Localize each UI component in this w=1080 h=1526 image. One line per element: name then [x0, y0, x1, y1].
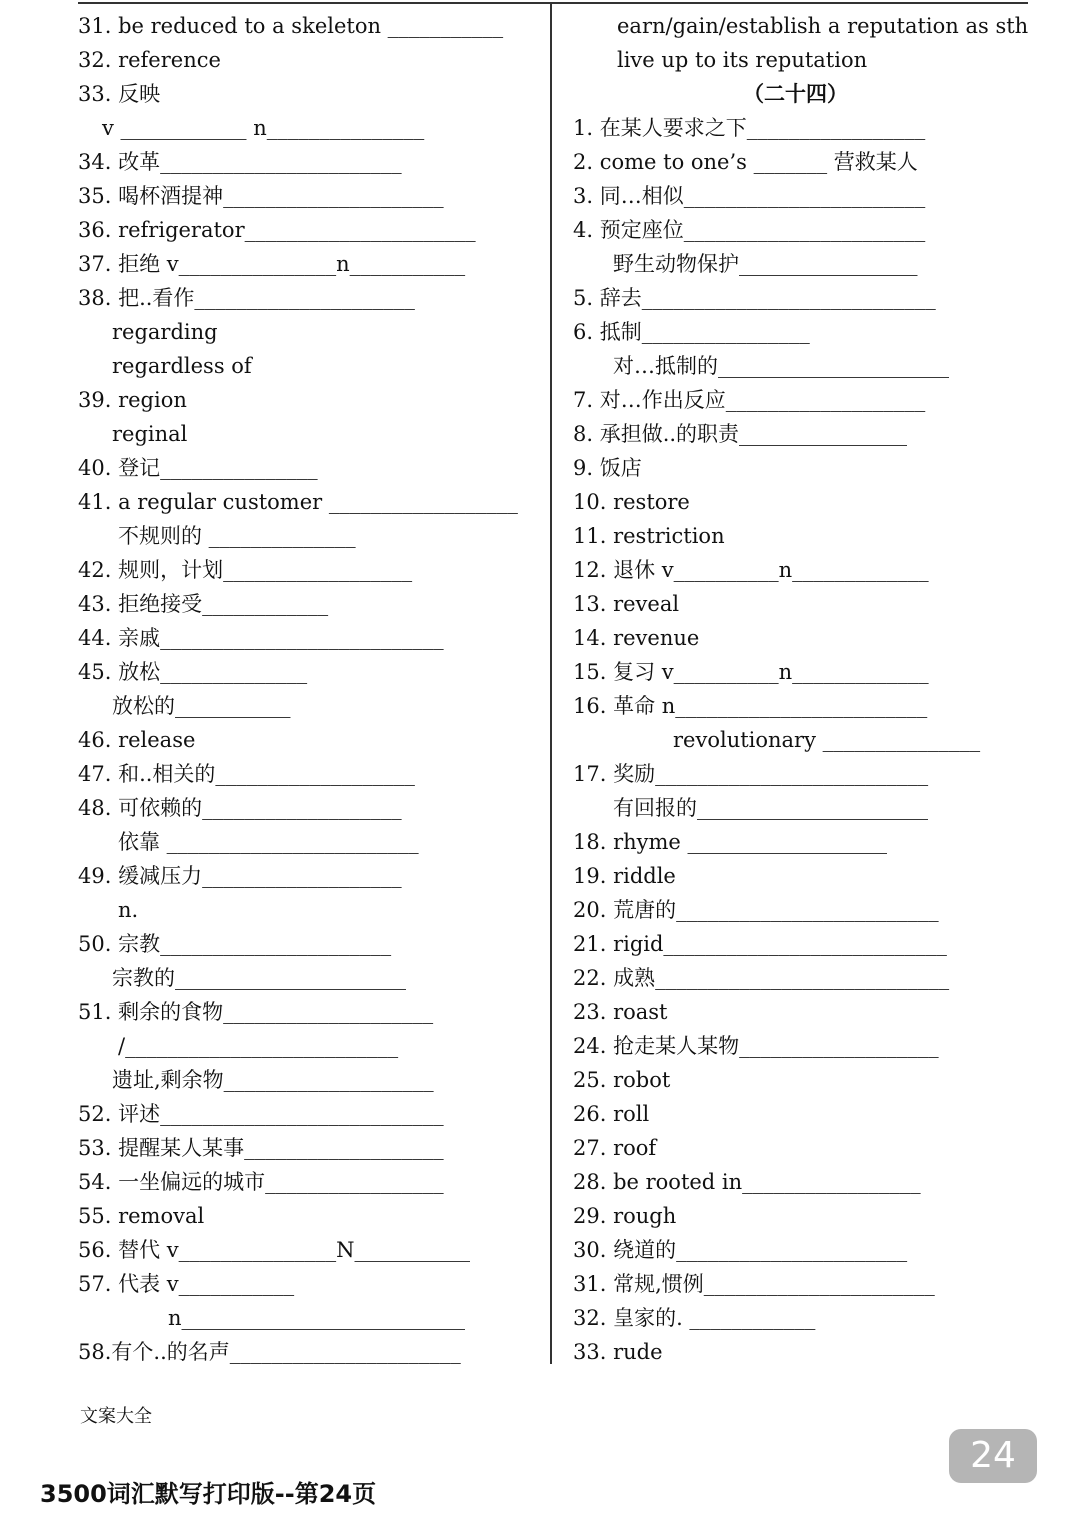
- right-column-item: 23. roast: [573, 1000, 668, 1024]
- left-column-item: 46. release: [78, 728, 196, 752]
- right-column-item: 26. roll: [573, 1102, 650, 1126]
- left-column-item: 47. 和..相关的___________________: [78, 762, 415, 786]
- column-divider: [550, 4, 552, 1364]
- right-column-item: 对…抵制的______________________: [613, 354, 949, 378]
- right-column-item: 27. roof: [573, 1136, 657, 1160]
- right-column-item: 20. 荒唐的_________________________: [573, 898, 939, 922]
- left-column-item: 55. removal: [78, 1204, 205, 1228]
- right-column-item: 25. robot: [573, 1068, 671, 1092]
- left-column-item: 44. 亲戚___________________________: [78, 626, 444, 650]
- right-column-item: 29. rough: [573, 1204, 677, 1228]
- right-column-item: earn/gain/establish a reputation as sth: [617, 14, 1029, 38]
- left-column-item: 42. 规则，计划__________________: [78, 558, 413, 582]
- left-column-item: 53. 提醒某人某事___________________: [78, 1136, 444, 1160]
- right-column-item: 16. 革命 n________________________: [573, 694, 928, 718]
- left-column-item: 35. 喝杯酒提神_____________________: [78, 184, 444, 208]
- right-column-item: 33. rude: [573, 1340, 663, 1364]
- right-column-item: 7. 对…作出反应___________________: [573, 388, 926, 412]
- left-column-item: 38. 把..看作_____________________: [78, 286, 415, 310]
- right-column-item: 30. 绕道的______________________: [573, 1238, 908, 1262]
- left-column-item: 41. a regular customer __________________: [78, 490, 518, 514]
- left-column-item: 宗教的______________________: [112, 966, 406, 990]
- right-column-item: 5. 辞去____________________________: [573, 286, 936, 310]
- left-column-item: /__________________________: [118, 1034, 399, 1058]
- left-column-item: 52. 评述___________________________: [78, 1102, 444, 1126]
- right-column-item: 野生动物保护_________________: [613, 252, 918, 276]
- left-column-item: 45. 放松______________: [78, 660, 308, 684]
- left-column-item: n.: [118, 898, 139, 922]
- footer-note: 文案大全: [80, 1406, 152, 1427]
- right-column-item: 1. 在某人要求之下_________________: [573, 116, 926, 140]
- left-column-item: 50. 宗教______________________: [78, 932, 392, 956]
- right-column-item: 10. restore: [573, 490, 690, 514]
- right-column-item: 11. restriction: [573, 524, 725, 548]
- left-column-item: 49. 缓减压力___________________: [78, 864, 402, 888]
- right-column-item: 22. 成熟____________________________: [573, 966, 950, 990]
- left-column-item: 31. be reduced to a skeleton ___________: [78, 14, 504, 38]
- left-column-item: 40. 登记_______________: [78, 456, 318, 480]
- right-column-item: 2. come to one’s _______ 营救某人: [573, 150, 918, 174]
- right-column-item: 24. 抢走某人某物___________________: [573, 1034, 939, 1058]
- left-column-item: 43. 拒绝接受____________: [78, 592, 329, 616]
- right-column: [573, 9, 1029, 1369]
- right-column-item: 21. rigid___________________________: [573, 932, 947, 956]
- page-caption: 3500词汇默写打印版--第24页: [40, 1480, 377, 1508]
- right-column-item: （二十四）: [743, 81, 848, 106]
- right-column-item: 15. 复习 v__________n_____________: [573, 660, 929, 684]
- left-column-item: 不规则的 ______________: [118, 524, 356, 548]
- left-column-item: 遗址,剩余物____________________: [112, 1068, 434, 1092]
- left-column-item: 放松的___________: [112, 694, 291, 718]
- left-column-item: 54. 一坐偏远的城市_________________: [78, 1170, 444, 1194]
- right-column-item: 14. revenue: [573, 626, 700, 650]
- left-column-item: regarding: [112, 320, 218, 344]
- right-column-item: 31. 常规,惯例______________________: [573, 1272, 935, 1296]
- left-column: [78, 9, 544, 1369]
- right-column-item: 28. be rooted in_________________: [573, 1170, 921, 1194]
- right-column-item: 6. 抵制________________: [573, 320, 810, 344]
- left-column-item: 36. refrigerator______________________: [78, 218, 476, 242]
- right-column-item: revolutionary _______________: [673, 728, 981, 752]
- right-column-item: 17. 奖励__________________________: [573, 762, 929, 786]
- left-column-item: 39. region: [78, 388, 187, 412]
- top-rule: [78, 2, 1028, 4]
- right-column-item: 32. 皇家的. ____________: [573, 1306, 816, 1330]
- left-column-item: v ____________ n_______________: [102, 116, 425, 140]
- right-column-item: 3. 同…相似_______________________: [573, 184, 926, 208]
- left-column-item: 48. 可依赖的___________________: [78, 796, 402, 820]
- left-column-item: n___________________________: [168, 1306, 466, 1330]
- left-column-item: 56. 替代 v_______________N___________: [78, 1238, 470, 1262]
- left-column-item: 依靠 ________________________: [118, 830, 419, 854]
- right-column-item: 9. 饭店: [573, 456, 642, 480]
- right-column-item: 8. 承担做..的职责________________: [573, 422, 908, 446]
- left-column-item: 33. 反映: [78, 82, 161, 106]
- left-column-item: regardless of: [112, 354, 252, 378]
- left-column-item: 34. 改革_______________________: [78, 150, 402, 174]
- right-column-item: 4. 预定座位_______________________: [573, 218, 926, 242]
- left-column-item: 57. 代表 v___________: [78, 1272, 295, 1296]
- right-column-item: 12. 退休 v__________n_____________: [573, 558, 929, 582]
- left-column-item: 37. 拒绝 v_______________n___________: [78, 252, 466, 276]
- right-column-item: 18. rhyme ___________________: [573, 830, 888, 854]
- left-column-item: 51. 剩余的食物____________________: [78, 1000, 434, 1024]
- left-column-item: reginal: [112, 422, 188, 446]
- page-number-badge: 24: [949, 1429, 1037, 1483]
- right-column-item: 有回报的______________________: [613, 796, 928, 820]
- right-column-item: 19. riddle: [573, 864, 676, 888]
- right-column-item: 13. reveal: [573, 592, 680, 616]
- right-column-item: live up to its reputation: [617, 48, 868, 72]
- left-column-item: 58.有个..的名声______________________: [78, 1340, 461, 1364]
- left-column-item: 32. reference: [78, 48, 221, 72]
